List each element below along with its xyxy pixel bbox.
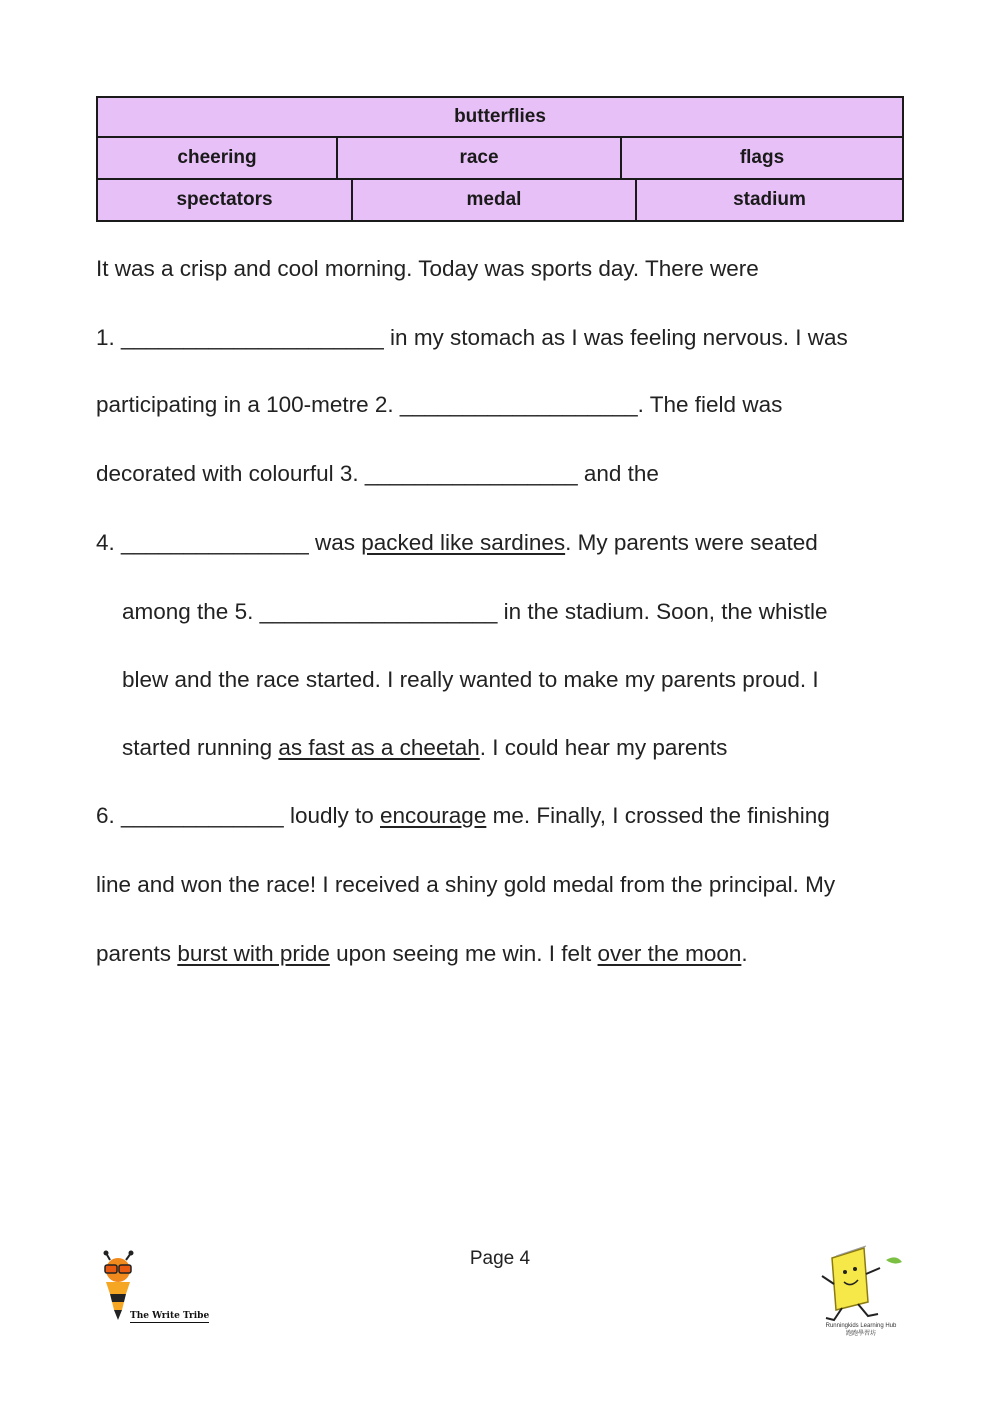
passage-line: line and won the race! I received a shiny gold medal from the principal. My [96,872,836,897]
passage-line [96,941,748,967]
underlined-phrase: packed like sardines [361,530,566,555]
passage-text: . [741,941,748,966]
passage-line: decorated with colourful 3. _________________ and the [96,461,659,486]
passage-text: parents [96,941,178,966]
passage-line [122,735,727,761]
passage-text: me. Finally, I crossed the finishing [486,803,830,828]
logo-text-line: Runningkids Learning Hub [825,1323,897,1329]
word-bank-row [96,180,904,222]
word-bank-cell: race [336,138,620,178]
logo-text [806,1322,916,1338]
page-number: Page 4 [469,1248,531,1269]
word-bank-cell: medal [351,180,635,220]
passage-text: 4. _______________ was [96,530,362,555]
logo-text-line: 跑跑學習坊 [845,1331,876,1337]
underlined-phrase: as fast as a cheetah [278,735,480,760]
passage-line: among the 5. ___________________ in the stadium. Soon, the whistle [122,599,828,624]
word-bank-cell: butterflies [454,106,546,127]
passage-text: started running [122,735,279,760]
word-bank-row [96,138,904,180]
passage-text: 6. _____________ loudly to [96,803,380,828]
word-bank [96,96,904,222]
passage-line: 1. _____________________ in my stomach as I was feeling nervous. I was [96,325,848,350]
underlined-phrase: burst with pride [177,941,330,966]
running-book-logo-icon [812,1244,908,1324]
underlined-phrase: over the moon [597,941,742,966]
passage-line [96,530,818,556]
word-bank-cell: spectators [176,189,273,210]
word-bank-cell: stadium [635,180,902,220]
passage-line: It was a crisp and cool morning. Today was sports day. There were [96,256,759,281]
underlined-phrase: encourage [380,803,487,828]
passage-text: . My parents were seated [565,530,818,555]
passage-line [96,803,830,829]
word-bank-cell: cheering [177,147,257,168]
word-bank-cell: flags [620,138,902,178]
passage-line: blew and the race started. I really wanted to make my parents proud. I [122,667,819,692]
logo-text: The Write Tribe [130,1311,210,1321]
passage-line: participating in a 100-metre 2. ___________________. The field was [96,392,783,417]
passage-text: . I could hear my parents [479,735,728,760]
word-bank-row [96,96,904,138]
passage-text: upon seeing me win. I felt [329,941,598,966]
